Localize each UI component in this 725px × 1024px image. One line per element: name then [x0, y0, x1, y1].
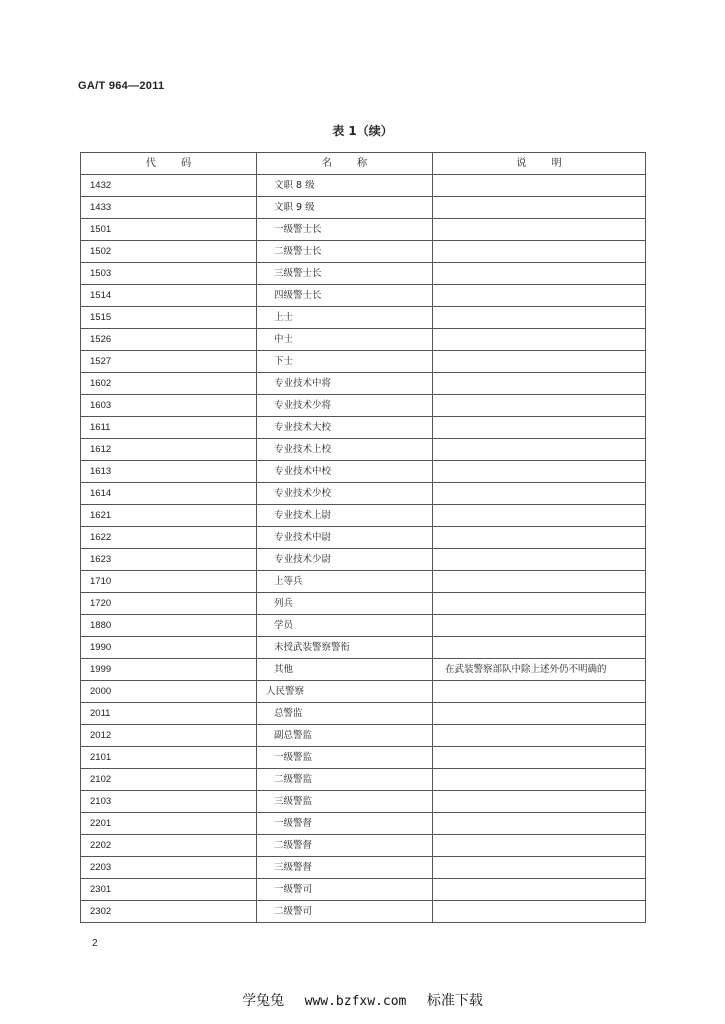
table-row	[81, 373, 646, 395]
code-cell: 1515	[81, 307, 257, 329]
table-row	[81, 483, 646, 505]
name-cell: 上士	[257, 307, 433, 329]
table-row	[81, 175, 646, 197]
name-cell: 二级警司	[257, 901, 433, 923]
table-row	[81, 659, 646, 681]
table-row	[81, 725, 646, 747]
table-row	[81, 329, 646, 351]
code-table	[80, 152, 646, 923]
code-cell: 1602	[81, 373, 257, 395]
table-row	[81, 571, 646, 593]
code-cell: 1514	[81, 285, 257, 307]
name-cell: 学员	[257, 615, 433, 637]
table-row	[81, 901, 646, 923]
table-body	[81, 175, 646, 923]
note-cell	[433, 307, 646, 329]
table-row	[81, 747, 646, 769]
table-row	[81, 527, 646, 549]
code-cell: 1720	[81, 593, 257, 615]
code-cell: 2103	[81, 791, 257, 813]
table-row	[81, 439, 646, 461]
code-cell: 2011	[81, 703, 257, 725]
note-cell	[433, 527, 646, 549]
code-cell: 1526	[81, 329, 257, 351]
table-row	[81, 351, 646, 373]
note-cell	[433, 373, 646, 395]
table-header-row	[81, 153, 646, 175]
footer-site-link[interactable]: www.bzfxw.com	[304, 994, 407, 1009]
code-cell: 1623	[81, 549, 257, 571]
name-cell: 专业技术上尉	[257, 505, 433, 527]
note-cell	[433, 329, 646, 351]
code-cell: 1503	[81, 263, 257, 285]
note-cell	[433, 857, 646, 879]
page-number: 2	[92, 938, 98, 949]
name-cell: 专业技术少校	[257, 483, 433, 505]
name-cell: 三级警督	[257, 857, 433, 879]
note-cell	[433, 571, 646, 593]
note-cell	[433, 285, 646, 307]
name-cell: 列兵	[257, 593, 433, 615]
note-cell	[433, 461, 646, 483]
name-cell: 专业技术中校	[257, 461, 433, 483]
note-cell	[433, 197, 646, 219]
note-cell	[433, 351, 646, 373]
name-cell: 一级警监	[257, 747, 433, 769]
note-cell	[433, 505, 646, 527]
code-cell: 1622	[81, 527, 257, 549]
code-cell: 2301	[81, 879, 257, 901]
code-cell: 2102	[81, 769, 257, 791]
header-note: 说 明	[433, 153, 646, 175]
name-cell: 三级警监	[257, 791, 433, 813]
note-cell	[433, 791, 646, 813]
name-cell: 专业技术大校	[257, 417, 433, 439]
table-row	[81, 307, 646, 329]
note-cell	[433, 835, 646, 857]
code-cell: 1613	[81, 461, 257, 483]
footer	[0, 990, 725, 1010]
table-row	[81, 813, 646, 835]
name-cell: 中士	[257, 329, 433, 351]
note-cell	[433, 439, 646, 461]
note-cell	[433, 725, 646, 747]
standard-code: GA/T 964—2011	[78, 80, 165, 92]
name-cell: 二级警督	[257, 835, 433, 857]
note-cell	[433, 241, 646, 263]
note-cell	[433, 703, 646, 725]
note-cell	[433, 901, 646, 923]
note-cell	[433, 681, 646, 703]
header-code: 代 码	[81, 153, 257, 175]
table-row	[81, 879, 646, 901]
name-cell: 下士	[257, 351, 433, 373]
code-cell: 1433	[81, 197, 257, 219]
table-row	[81, 263, 646, 285]
table-row	[81, 703, 646, 725]
code-cell: 1614	[81, 483, 257, 505]
name-cell: 其他	[257, 659, 433, 681]
table-row	[81, 219, 646, 241]
name-cell: 专业技术少将	[257, 395, 433, 417]
name-cell: 二级警监	[257, 769, 433, 791]
name-cell: 一级警司	[257, 879, 433, 901]
note-cell	[433, 747, 646, 769]
name-cell: 三级警士长	[257, 263, 433, 285]
code-cell: 2202	[81, 835, 257, 857]
code-cell: 2000	[81, 681, 257, 703]
name-cell: 文职 8 级	[257, 175, 433, 197]
table-row	[81, 417, 646, 439]
table-row	[81, 615, 646, 637]
table-title: 表 1（续）	[332, 124, 393, 138]
note-cell: 在武装警察部队中除上述外仍不明确的	[433, 659, 646, 681]
note-cell	[433, 219, 646, 241]
header-name: 名 称	[257, 153, 433, 175]
name-cell: 专业技术少尉	[257, 549, 433, 571]
table-row	[81, 241, 646, 263]
code-cell: 2012	[81, 725, 257, 747]
name-cell: 人民警察	[257, 681, 433, 703]
table-row	[81, 593, 646, 615]
table-row	[81, 857, 646, 879]
footer-slogan: 标准下载	[426, 993, 483, 1009]
code-cell: 1710	[81, 571, 257, 593]
code-cell: 1612	[81, 439, 257, 461]
name-cell: 四级警士长	[257, 285, 433, 307]
code-cell: 1603	[81, 395, 257, 417]
table-row	[81, 835, 646, 857]
code-cell: 2201	[81, 813, 257, 835]
code-cell: 1527	[81, 351, 257, 373]
name-cell: 上等兵	[257, 571, 433, 593]
table-row	[81, 505, 646, 527]
code-cell: 1880	[81, 615, 257, 637]
note-cell	[433, 263, 646, 285]
name-cell: 专业技术中尉	[257, 527, 433, 549]
name-cell: 总警监	[257, 703, 433, 725]
note-cell	[433, 879, 646, 901]
note-cell	[433, 175, 646, 197]
table-row	[81, 549, 646, 571]
note-cell	[433, 549, 646, 571]
note-cell	[433, 483, 646, 505]
table-row	[81, 461, 646, 483]
note-cell	[433, 637, 646, 659]
name-cell: 文职 9 级	[257, 197, 433, 219]
name-cell: 未授武装警察警衔	[257, 637, 433, 659]
note-cell	[433, 769, 646, 791]
code-cell: 1621	[81, 505, 257, 527]
note-cell	[433, 395, 646, 417]
table-row	[81, 637, 646, 659]
code-cell: 1990	[81, 637, 257, 659]
name-cell: 二级警士长	[257, 241, 433, 263]
table-row	[81, 285, 646, 307]
table-row	[81, 791, 646, 813]
name-cell: 一级警督	[257, 813, 433, 835]
name-cell: 副总警监	[257, 725, 433, 747]
code-cell: 2302	[81, 901, 257, 923]
name-cell: 专业技术上校	[257, 439, 433, 461]
note-cell	[433, 813, 646, 835]
code-cell: 1432	[81, 175, 257, 197]
code-cell: 1501	[81, 219, 257, 241]
table-row	[81, 681, 646, 703]
footer-brand: 学兔兔	[242, 993, 285, 1009]
code-cell: 2101	[81, 747, 257, 769]
name-cell: 专业技术中将	[257, 373, 433, 395]
table-row	[81, 769, 646, 791]
code-cell: 1611	[81, 417, 257, 439]
table-row	[81, 197, 646, 219]
note-cell	[433, 417, 646, 439]
note-cell	[433, 593, 646, 615]
code-cell: 1999	[81, 659, 257, 681]
code-cell: 2203	[81, 857, 257, 879]
table-row	[81, 395, 646, 417]
note-cell	[433, 615, 646, 637]
code-cell: 1502	[81, 241, 257, 263]
name-cell: 一级警士长	[257, 219, 433, 241]
